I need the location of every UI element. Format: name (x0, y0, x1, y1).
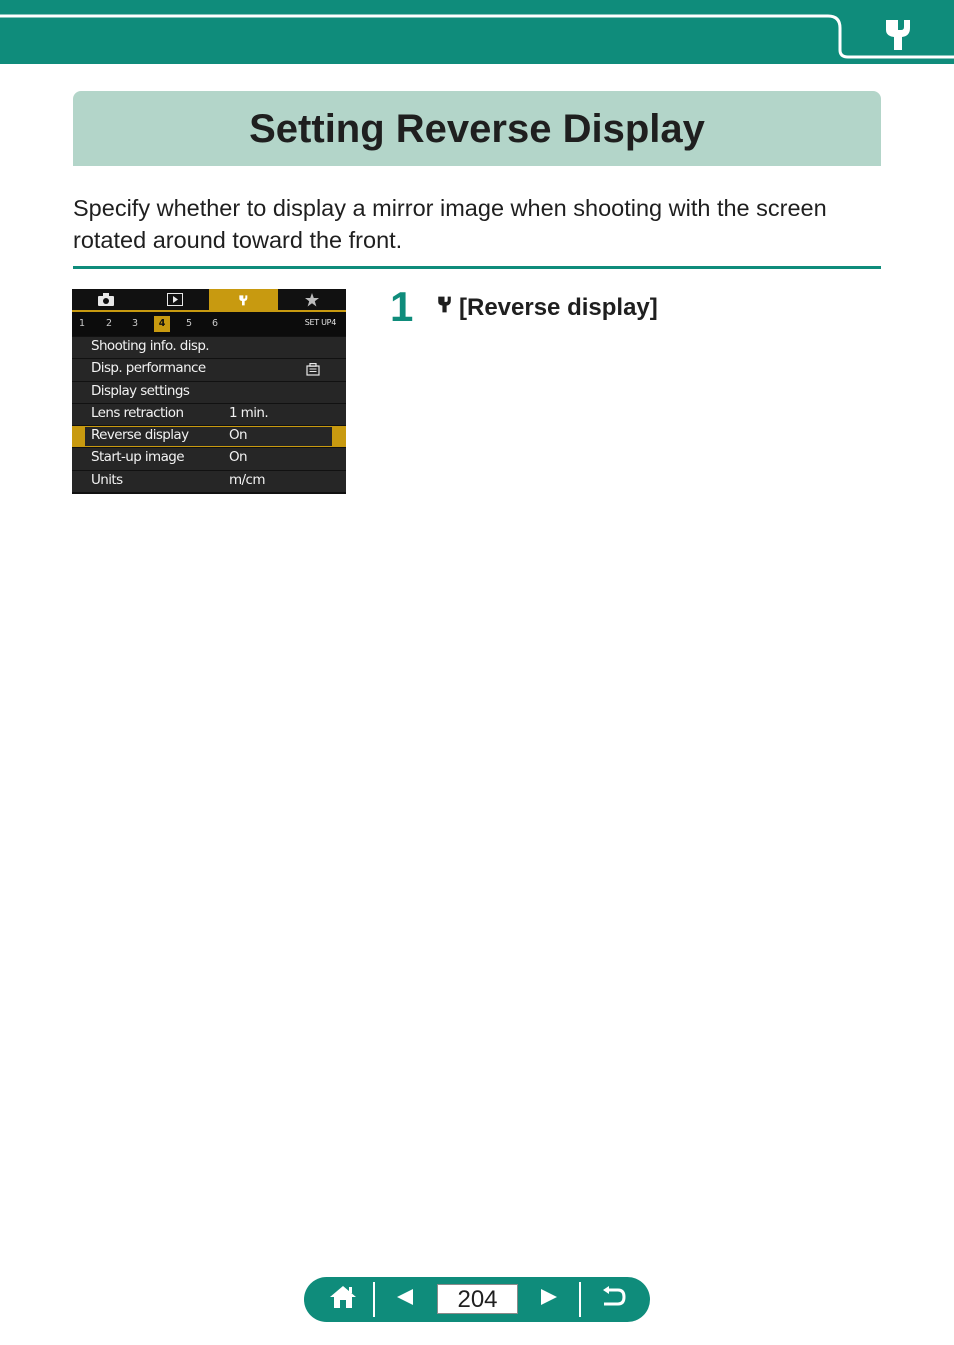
menu-row-label: Reverse display (91, 427, 189, 444)
page-tab: 1 (78, 318, 86, 329)
next-page-button[interactable] (526, 1277, 572, 1322)
nav-divider (373, 1282, 375, 1317)
nav-divider (579, 1282, 581, 1317)
step-number: 1 (390, 283, 414, 330)
menu-row (72, 404, 346, 425)
section-divider (73, 266, 881, 269)
menu-row-value: On (229, 449, 247, 466)
playback-icon (141, 289, 210, 310)
return-icon (600, 1286, 626, 1313)
menu-row-label: Shooting info. disp. (91, 338, 209, 354)
menu-row-value: 1 min. (229, 404, 269, 421)
intro-text: Specify whether to display a mirror image when shooting with the screen rotated around toward the front. (73, 195, 827, 253)
title-box (73, 91, 881, 166)
menu-row (72, 471, 346, 492)
home-button[interactable] (318, 1277, 368, 1322)
next-icon (539, 1288, 559, 1311)
prev-icon (395, 1288, 415, 1311)
page-tab: 5 (185, 318, 193, 329)
top-banner (0, 0, 954, 64)
page-tab: 2 (105, 318, 113, 329)
menu-row-label: Start-up image (91, 449, 184, 466)
camera-icon (72, 289, 141, 310)
home-icon (329, 1285, 357, 1314)
menu-name: SET UP4 (304, 318, 336, 327)
wrench-icon (433, 292, 455, 323)
menu-row-label: Display settings (91, 382, 190, 399)
page-tab: 3 (131, 318, 139, 329)
star-icon (278, 289, 347, 310)
return-button[interactable] (588, 1277, 638, 1322)
step-instruction (433, 292, 658, 323)
camera-menu-pages (72, 312, 346, 336)
menu-row-label: Disp. performance (91, 360, 206, 377)
wrench-icon (209, 289, 278, 310)
page-title: Setting Reverse Display (249, 107, 705, 151)
camera-menu-screenshot (72, 289, 346, 494)
camera-menu-list (72, 337, 346, 493)
step-label: [Reverse display] (459, 293, 658, 321)
menu-row-selected (72, 426, 346, 447)
menu-row-label: Lens retraction (91, 404, 184, 421)
prev-page-button[interactable] (382, 1277, 428, 1322)
menu-row-value: On (229, 427, 247, 444)
page-number: 204 (437, 1284, 518, 1314)
page-tab-active: 4 (154, 316, 170, 332)
menu-row-value: m/cm (229, 471, 265, 488)
fps-icon (306, 363, 320, 380)
menu-row (72, 359, 346, 380)
page-tab: 6 (211, 318, 219, 329)
menu-row (72, 448, 346, 469)
wrench-icon[interactable] (876, 14, 918, 54)
menu-row (72, 337, 346, 358)
menu-row (72, 382, 346, 403)
footer-nav (304, 1277, 650, 1322)
menu-row-label: Units (91, 471, 123, 488)
camera-menu-tabs (72, 289, 346, 310)
